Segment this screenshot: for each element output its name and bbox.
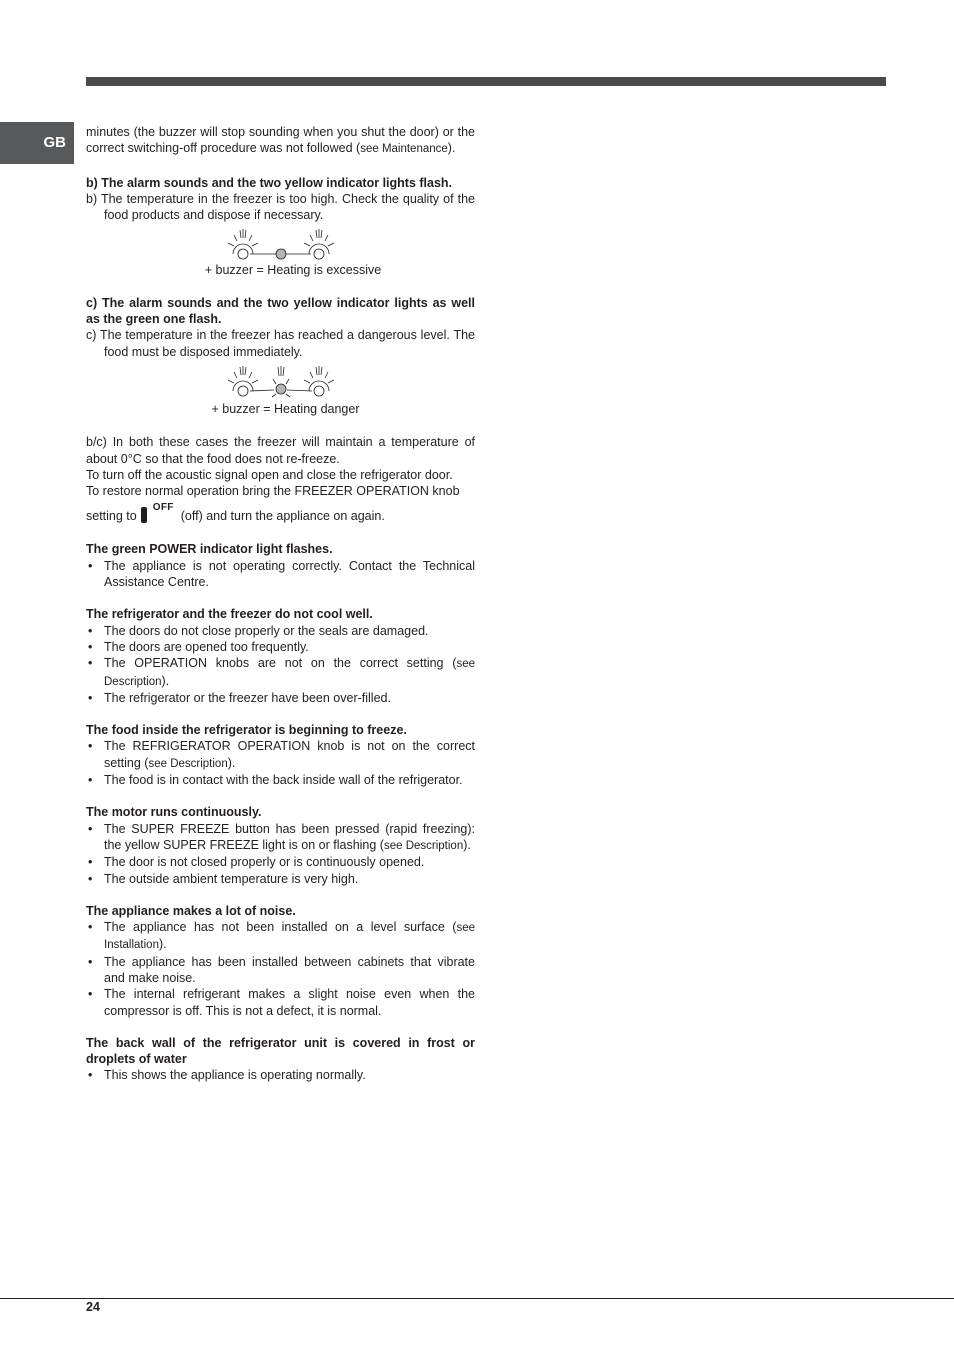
list-item: • The doors are opened too frequently. bbox=[86, 639, 475, 655]
list-item: • The refrigerator or the freezer have been over-filled. bbox=[86, 690, 475, 706]
list-item: • The REFRIGERATOR OPERATION knob is not on the correct setting (see Description). bbox=[86, 738, 475, 772]
noise-list bbox=[86, 919, 475, 1019]
section-b-caption: + buzzer = Heating is excessive bbox=[204, 263, 382, 278]
freeze-heading: The food inside the refrigerator is beginning to freeze. bbox=[86, 723, 407, 738]
not-cool-list bbox=[86, 623, 475, 706]
page-number: 24 bbox=[86, 1300, 100, 1314]
not-cool-heading: The refrigerator and the freezer do not cool well. bbox=[86, 607, 373, 622]
list-item: • The appliance has been installed between cabinets that vibrate and make noise. bbox=[86, 954, 475, 987]
list-item: • The food is in contact with the back inside wall of the refrigerator. bbox=[86, 772, 475, 788]
list-item: • The SUPER FREEZE button has been pressed (rapid freezing): the yellow SUPER FREEZE light is on or flashing (see Description). bbox=[86, 821, 475, 855]
restore-operation-paragraph: To restore normal operation bring the FREEZER OPERATION knob bbox=[86, 484, 460, 499]
frost-list bbox=[86, 1067, 475, 1083]
list-item: • The door is not closed properly or is continuously opened. bbox=[86, 854, 475, 870]
indicator-lights-all-flash-icon bbox=[86, 364, 475, 400]
freeze-list bbox=[86, 738, 475, 788]
maintenance-ref: see Maintenance bbox=[360, 143, 448, 156]
description-ref: see Description bbox=[383, 839, 464, 852]
description-ref: see Description bbox=[148, 757, 228, 770]
header-rule bbox=[86, 77, 886, 86]
section-bc-paragraph: b/c) In both these cases the freezer will maintain a temperature of about 0°C so that the food does not re-freeze. bbox=[86, 435, 475, 466]
noise-heading: The appliance makes a lot of noise. bbox=[86, 903, 296, 918]
section-c-heading: c) The alarm sounds and the two yellow indicator lights as well as the green one flash. bbox=[86, 295, 475, 327]
indicator-lights-yellow-flash-icon bbox=[86, 227, 475, 261]
intro-paragraph: minutes (the buzzer will stop sounding when you shut the door) or the correct switching-off procedure was not followed (see Maintenance). bbox=[86, 125, 475, 156]
installation-ref: see Installation bbox=[104, 922, 475, 952]
motor-list bbox=[86, 821, 475, 887]
off-label: OFF bbox=[152, 502, 174, 514]
frost-heading: The back wall of the refrigerator unit is covered in frost or droplets of water bbox=[86, 1035, 475, 1067]
description-ref: see Description bbox=[104, 658, 475, 688]
language-tab: GB bbox=[0, 122, 74, 164]
troubleshooting-column bbox=[86, 124, 475, 1084]
section-c-caption: + buzzer = Heating danger bbox=[211, 401, 360, 416]
off-knob-icon bbox=[139, 502, 174, 525]
section-b-text: b) The temperature in the freezer is too high. Check the quality of the food products and dispose if necessary. bbox=[86, 191, 475, 223]
list-item: • This shows the appliance is operating normally. bbox=[86, 1067, 475, 1083]
list-item: • The internal refrigerant makes a slight noise even when the compressor is off. This is not a defect, it is normal. bbox=[86, 986, 475, 1019]
footer-rule bbox=[0, 1298, 954, 1299]
list-item: • The appliance has not been installed on a level surface (see Installation). bbox=[86, 919, 475, 954]
list-item: • The outside ambient temperature is very high. bbox=[86, 871, 475, 887]
list-item: • The appliance is not operating correctly. Contact the Technical Assistance Centre. bbox=[86, 558, 475, 591]
motor-heading: The motor runs continuously. bbox=[86, 805, 262, 820]
section-b-heading: b) The alarm sounds and the two yellow indicator lights flash. bbox=[86, 175, 453, 190]
green-power-list bbox=[86, 558, 475, 591]
list-item: • The doors do not close properly or the seals are damaged. bbox=[86, 623, 475, 639]
acoustic-signal-paragraph: To turn off the acoustic signal open and close the refrigerator door. bbox=[86, 467, 453, 482]
list-item: • The OPERATION knobs are not on the correct setting (see Description). bbox=[86, 655, 475, 690]
setting-paragraph: setting to OFF (off) and turn the appliance on again. bbox=[86, 502, 385, 524]
green-power-heading: The green POWER indicator light flashes. bbox=[86, 542, 333, 557]
section-c-text: c) The temperature in the freezer has reached a dangerous level. The food must be disposed immediately. bbox=[86, 328, 475, 359]
